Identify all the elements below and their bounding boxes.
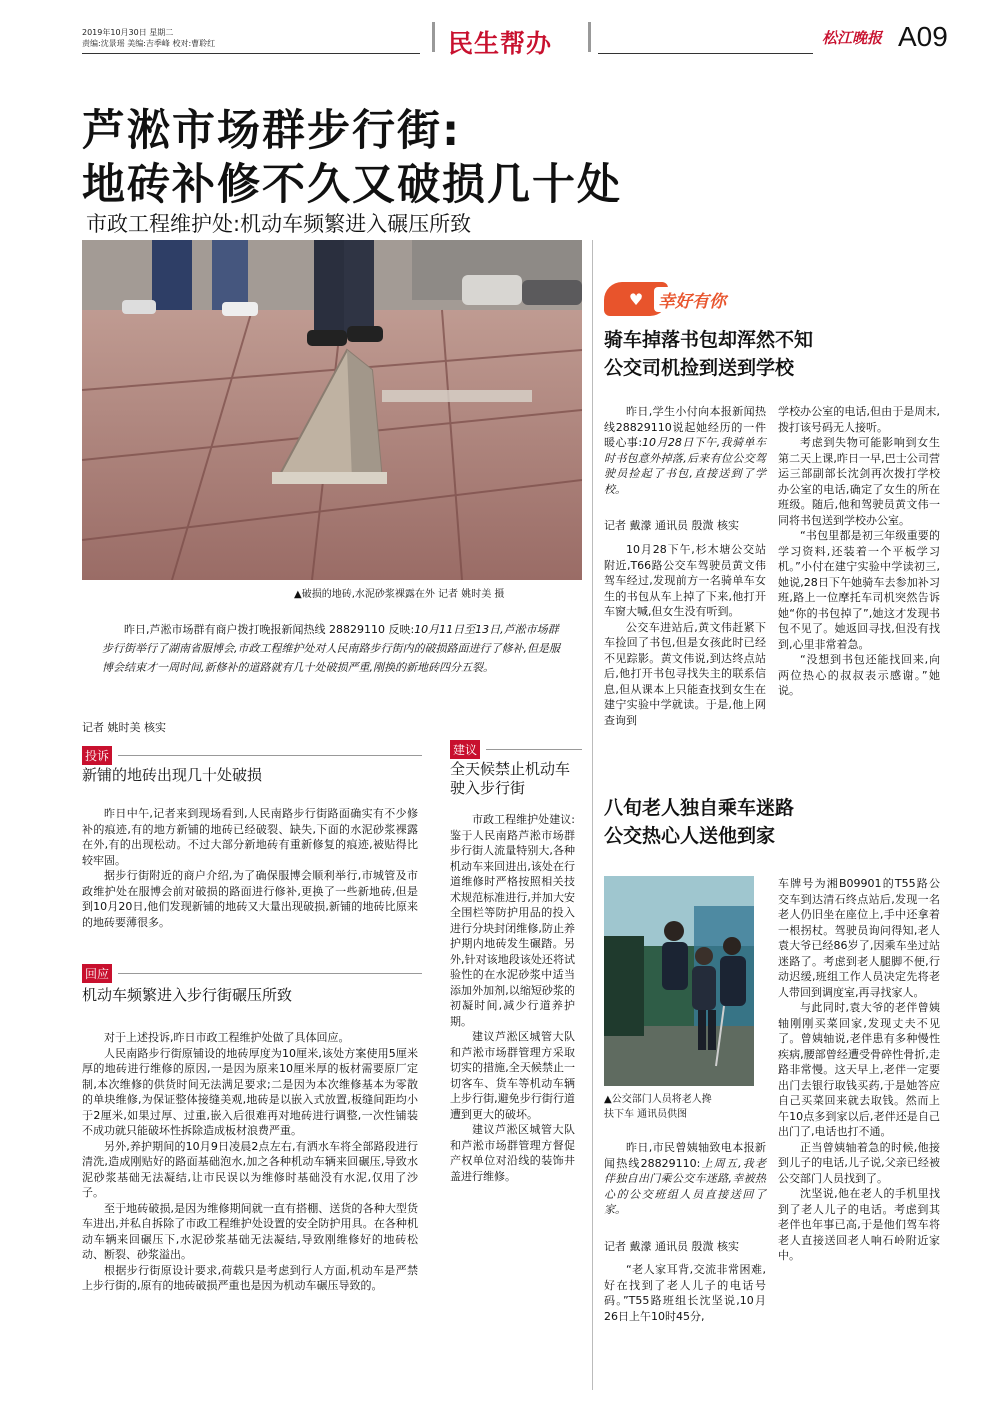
story1-intro [604, 404, 766, 497]
story2-intro-normal: 昨日,市民曾姨轴致电本报新闻热线28829110: [604, 1141, 766, 1170]
story1-paragraph: 考虑到失物可能影响到女生第二天上课,昨日一早,巴士公司营运三部副部长沈剑再次拨打学校办公室的电话,确定了女生的所在班级。随后,他和驾驶员黄文伟一同将书包送到学校办公室。 [778, 436, 940, 527]
header-rule-left [82, 53, 420, 54]
broken-tiles-photo [82, 240, 582, 580]
story1-title-line-2: 公交司机捡到送到学校 [604, 357, 795, 379]
story1-paragraph: “书包里都是初三年级重要的学习资料,还装着一个平板学习机。”小付在建宁实验中学读初三,她说,28日下午她骑车去参加补习班,路上一位摩托车司机突然告诉她“你的书包掉了”,她这才发现书包不见了。她返回寻找,但没有找到,心里非常着急。 [778, 529, 940, 651]
response-paragraph: 对于上述投诉,昨日市政工程维护处做了具体回应。 [104, 1031, 350, 1044]
bus-caption-line-1: ▲公交部门人员将老人搀 [604, 1094, 712, 1105]
complaint-rule [118, 755, 422, 756]
complaint-body [82, 806, 418, 930]
page-number: A09 [898, 21, 948, 52]
response-paragraph: 另外,养护期间的10月9日凌晨2点左右,有洒水车将全部路段进行清洗,造成刚贴好的路面基础泡水,加之各种机动车辆来回碾压,导致水泥砂浆基础无法凝结,让市民误以为维修时基础没有水泥,仅用了沙子。 [82, 1139, 418, 1199]
story1-body-col2 [778, 404, 940, 699]
story2-paragraph: 车牌号为湘B09901的T55路公交车到达清石终点站后,发现一名老人仍旧坐在座位上,手中还拿着一根拐杖。驾驶员询问得知,老人袁大爷已经86岁了,因乘车坐过站迷路了。考虑到老人腿脚不便,行动迟缓,班组工作人员决定先将老人带回到调度室,再寻找家人。 [778, 877, 940, 999]
bus-caption-line-2: 扶下车 通讯员供图 [604, 1109, 688, 1120]
story2-paragraph: 与此同时,袁大爷的老伴曾姨轴刚刚买菜回家,发现丈夫不见了。曾姨轴说,老伴患有多种慢性疾病,腰部曾经遭受骨碎性骨折,走路非常慢。这天早上,老伴一定要出门去银行取钱买药,于是她答应自己买菜回来就去取钱。然而上午10点多到家以后,老伴还是自己出门了,电话也打不通。 [778, 1001, 940, 1138]
column-divider [592, 240, 593, 1390]
subheadline: 市政工程维护处:机动车频繁进入碾压所致 [86, 212, 472, 236]
header-bar-right [588, 22, 591, 52]
story2-title-line-2: 公交热心人送他到家 [604, 825, 776, 847]
story1-paragraph: “没想到书包还能找回来,向两位热心的叔叔表示感谢。”她说。 [778, 653, 940, 697]
bus-photo [604, 876, 754, 1086]
bus-image [604, 876, 754, 1086]
header-date [82, 27, 412, 49]
date-line: 2019年10月30日 星期二 [82, 28, 174, 37]
story2-intro-italic: 上周五,我老伴独自出门乘公交车迷路,幸被热心的公交班组人员直接送回了家。 [604, 1156, 766, 1216]
bus-photo-caption [604, 1092, 764, 1122]
story2-paragraph: “老人家耳背,交流非常困难,好在找到了老人儿子的电话号码。”T55路班组长沈坚说,10月26日上午10时45分, [604, 1263, 766, 1323]
story1-byline: 记者 戴濛 通讯员 殷溦 核实 [604, 519, 739, 532]
response-tag: 回应 [82, 964, 112, 983]
heart-hands-icon: ♥ [604, 282, 668, 316]
lead-paragraph [102, 620, 562, 677]
headline-line-2: 地砖补修不久又破损几十处 [82, 160, 622, 210]
newspaper-logo: 松江晚报 [822, 29, 883, 47]
headline-line-1: 芦淞市场群步行街: [82, 106, 462, 156]
story2-byline: 记者 戴濛 通讯员 殷溦 核实 [604, 1240, 739, 1253]
response-rule [118, 973, 422, 974]
story2-intro [604, 1140, 766, 1218]
story2-paragraph: 沈坚说,他在老人的手机里找到了老人儿子的电话。考虑到其老伴也年事已高,于是他们驾车将老人直接送回老人响石岭附近家中。 [778, 1187, 940, 1262]
lead-italic: 10月11日至13日,芦淞市场群步行街举行了湖南省服博会,市政工程维护处对人民南路步行街内的破损路面进行了修补,但是服博会结束才一周时间,新修补的道路就有几十处破损严重,刚换的新地砖四分五裂。 [102, 623, 560, 674]
suggest-rule [486, 749, 582, 750]
suggest-header [450, 740, 582, 759]
suggest-tag: 建议 [450, 740, 480, 759]
response-header [82, 964, 422, 983]
story1-title-line-1: 骑车掉落书包却浑然不知 [604, 329, 814, 351]
lead-normal: 昨日,芦淞市场群有商户拨打晚报新闻热线 28829110 反映: [124, 623, 415, 636]
header-rule-right [598, 53, 813, 54]
response-body [82, 1030, 418, 1294]
complaint-paragraph: 昨日中午,记者来到现场看到,人民南路步行街路面确实有不少修补的痕迹,有的地方新铺的地砖已经破裂、缺失,下面的水泥砂浆裸露在外,有的出现松动。不过大部分新地砖有重新修复的痕迹,被贴得比较牢固。 [82, 807, 418, 867]
story2-body-col1 [604, 1262, 766, 1324]
complaint-title: 新铺的地砖出现几十处破损 [82, 766, 263, 784]
complaint-header [82, 746, 422, 765]
complaint-tag: 投诉 [82, 746, 112, 765]
response-paragraph: 人民南路步行街原铺设的地砖厚度为10厘米,该处方案使用5厘米厚的地砖进行维修的原因,一是因为原来10厘米厚的板材需要原厂定制,本次维修的供货时间无法满足要求;二是因为本次维修基本为零散的单块维修,为保证整体接缝美观,地砖是以嵌入式放置,板缝间距均小于2厘米,如果过厚、过重,嵌入后很难再对地砖进行调整,一次性铺装不成功就只能破坏性拆除造成板材浪费严重。 [82, 1046, 418, 1137]
story1-paragraph: 学校办公室的电话,但由于是周末,拨打该号码无人接听。 [778, 405, 940, 434]
complaint-paragraph: 据步行街附近的商户介绍,为了确保服博会顺利举行,市城管及市政维护处在服博会前对破损的路面进行修补,更换了一些新地砖,但是到10月20日,他们发现新铺的地砖又大量出现破损,新铺的地砖比原来的地砖要薄很多。 [82, 869, 418, 929]
story1-body-col1 [604, 542, 766, 728]
story1-paragraph: 10月28下午,杉木塘公交站附近,T66路公交车驾驶员黄文伟驾车经过,发现前方一名骑单车女生的书包从车上掉了下来,他打开车窗大喊,但女生没有听到。 [604, 543, 766, 618]
story2-body-col2 [778, 876, 940, 1264]
header-bar-left [432, 22, 435, 52]
story2-title-line-1: 八旬老人独自乘车迷路 [604, 797, 795, 819]
response-paragraph: 根据步行街原设计要求,荷载只是考虑到行人方面,机动车是严禁上步行街的,原有的地砖破损严重也是因为机动车碾压导致的。 [82, 1263, 418, 1292]
main-photo-caption: ▲破损的地砖,水泥砂浆裸露在外 记者 姚时美 摄 [294, 589, 505, 600]
suggest-title: 全天候禁止机动车驶入步行街 [450, 760, 571, 797]
story1-paragraph: 公交车进站后,黄文伟赶紧下车捡回了书包,但是女孩此时已经不见踪影。黄文伟说,到达终点站后,他打开书包寻找失主的联系信息,但从课本上只能查找到女生在建宁实验中学就读。于是,他上网查询到 [604, 620, 766, 727]
good-deed-logo [604, 282, 730, 316]
story2-paragraph: 正当曾姨轴着急的时候,他接到儿子的电话,儿子说,父亲已经被公交部门人员找到了。 [778, 1140, 940, 1185]
suggest-paragraph: 建议芦淞区城管大队和芦淞市场群管理方采取切实的措施,全天候禁止一切客车、货车等机动车辆上步行街,避免步行街行道遭到更大的破坏。 [450, 1030, 575, 1121]
broken-tiles-image [82, 240, 582, 580]
suggest-body [450, 812, 575, 1184]
story1-intro-italic: 10月28日下午,我骑单车时书包意外掉落,后来有位公交驾驶员捡起了书包,直接送到了学校。 [604, 436, 766, 496]
suggest-paragraph: 市政工程维护处建议:鉴于人民南路芦淞市场群步行街人流量特别大,各种机动车来回进出,该处在行道维修时严格按照相关技术规范标准进行,并加大安全围栏等防护用品的投入进行分块封闭维修,防止养护期内地砖发生碾踏。另外,针对该地段该处还将试验性的在水泥砂浆中适当添加外加剂,以缩短砂浆的初凝时间,减少行道养护期。 [450, 813, 575, 1028]
story1-intro-normal: 昨日,学生小付向本报新闻热线28829110说起她经历的一件暖心事: [604, 405, 766, 449]
response-paragraph: 至于地砖破损,是因为维修期间就一直有搭棚、送货的各种大型货车进出,并私自拆除了市政工程维护处设置的安全防护用具。在各种机动车辆来回碾压下,水泥砂浆基础无法凝结,导致刚维修好的地砖松动、断裂、砂浆溢出。 [82, 1201, 418, 1261]
editors-line: 责编:沈景瑶 美编:吉季峰 校对:曹聆红 [82, 39, 216, 48]
response-title: 机动车频繁进入步行街碾压所致 [82, 986, 293, 1004]
good-deed-logo-text: 幸好有你 [654, 287, 730, 312]
column-title: 民生帮办 [448, 29, 553, 58]
main-byline: 记者 姚时美 核实 [82, 721, 166, 734]
suggest-paragraph: 建议芦淞区城管大队和芦淞市场群管理方督促产权单位对沿线的装饰井盖进行维修。 [450, 1123, 575, 1183]
